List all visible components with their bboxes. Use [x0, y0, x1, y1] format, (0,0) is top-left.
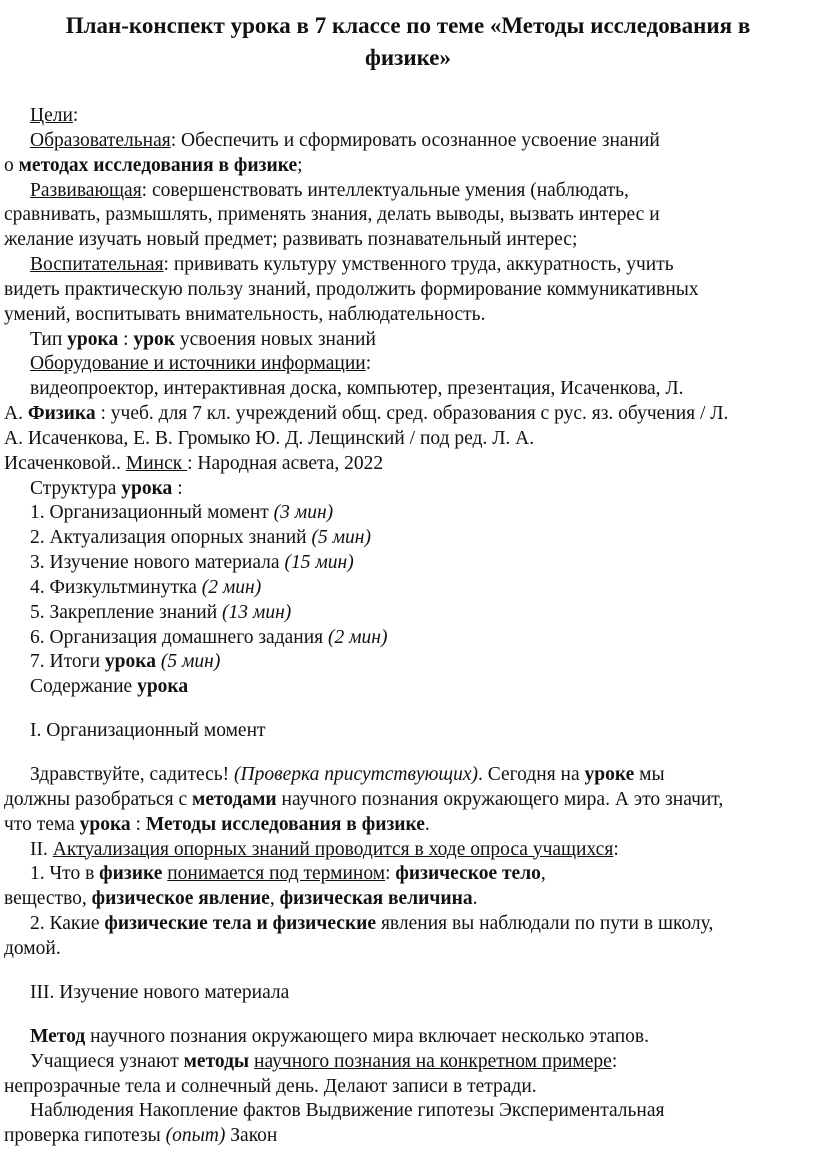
question-2-line-1: 2. Какие физические тела и физические явления вы наблюдали по пути в школу, — [30, 913, 714, 935]
structure-item: 5. Закрепление знаний (13 мин) — [30, 601, 292, 623]
question-2-line-2: домой. — [4, 937, 61, 959]
lesson-type-line: Тип урока : урок усвоения новых знаний — [30, 328, 376, 350]
goal-educational-line: Образовательная: Обеспечить и сформировать осознанное усвоение знаний — [30, 129, 660, 151]
goal-developmental-label: Развивающая — [30, 179, 142, 201]
goals-heading: Цели — [30, 105, 73, 126]
goal-educational-label: Образовательная — [30, 129, 171, 151]
city-link: Минск — [125, 452, 188, 474]
section3-heading: III. Изучение нового материала — [30, 981, 290, 1003]
document-title: План-конспект урока в 7 классе по теме «Методы исследования в физике» — [65, 13, 751, 70]
section1-heading: I. Организационный момент — [30, 720, 266, 742]
equipment-line-2: А. Физика : учеб. для 7 кл. учреждений общ. сред. образования с рус. яз. обучения / Л. — [4, 403, 729, 424]
structure-item: 7. Итоги урока (5 мин) — [30, 651, 221, 673]
structure-item: 1. Организационный момент (3 мин) — [30, 502, 334, 524]
content-heading-line: Содержание урока — [30, 676, 189, 698]
question-1-line-2: вещество, физическое явление, физическая величина. — [4, 888, 478, 910]
section3-paragraph-3-line-1: Наблюдения Накопление фактов Выдвижение гипотезы Экспериментальная — [30, 1100, 665, 1122]
goal-upbringing-line-2: видеть практическую пользу знаний, продолжить формирование коммуникативных — [4, 278, 699, 300]
goal-educational-line-2: о методах исследования в физике; — [4, 154, 303, 176]
structure-item: 2. Актуализация опорных знаний (5 мин) — [30, 527, 371, 549]
goals-heading-line: Цели: — [30, 105, 79, 126]
question-1-line-1: 1. Что в физике понимается под термином: физическое тело, — [30, 863, 546, 885]
section3-paragraph-3-line-2: проверка гипотезы (опыт) Закон — [4, 1125, 278, 1147]
structure-heading-line: Структура урока : — [30, 477, 183, 499]
goal-upbringing-line: Воспитательная: прививать культуру умственного труда, аккуратность, учить — [30, 254, 674, 275]
section3-paragraph-1: Метод научного познания окружающего мира включает несколько этапов. — [30, 1025, 649, 1047]
section2-heading: Актуализация опорных знаний проводится в ходе опроса учащихся — [52, 838, 614, 860]
goal-developmental-line-2: сравнивать, размышлять, применять знания, делать выводы, вызвать интерес и — [4, 204, 660, 226]
goal-upbringing-line-3: умений, воспитывать внимательность, наблюдательность. — [4, 303, 486, 325]
equipment-heading: Оборудование и источники информации — [30, 353, 366, 375]
section1-paragraph-line-1: Здравствуйте, садитесь! (Проверка присутствующих). Сегодня на уроке мы — [30, 764, 665, 786]
equipment-line-1: видеопроектор, интерактивная доска, компьютер, презентация, Исаченкова, Л. — [30, 378, 684, 400]
goal-developmental-line-3: желание изучать новый предмет; развивать познавательный интерес; — [4, 229, 578, 251]
section2-heading-line: II. Актуализация опорных знаний проводится в ходе опроса учащихся: — [30, 838, 619, 860]
equipment-line-3: А. Исаченкова, Е. В. Громыко Ю. Д. Лещинский / под ред. Л. А. — [4, 427, 535, 449]
section1-paragraph-line-2: должны разобраться с методами научного познания окружающего мира. А это значит, — [4, 788, 724, 810]
goal-developmental-line: Развивающая: совершенствовать интеллектуальные умения (наблюдать, — [30, 179, 629, 201]
goal-upbringing-label: Воспитательная — [30, 254, 164, 275]
structure-item: 4. Физкультминутка (2 мин) — [30, 576, 262, 598]
section3-paragraph-2-line-2: непрозрачные тела и солнечный день. Делают записи в тетради. — [4, 1075, 537, 1097]
section3-paragraph-2-line-1: Учащиеся узнают методы научного познания на конкретном примере: — [30, 1050, 618, 1072]
equipment-line-4: Исаченковой.. Минск : Народная асвета, 2022 — [4, 452, 384, 474]
structure-item: 3. Изучение нового материала (15 мин) — [30, 552, 354, 573]
equipment-heading-line: Оборудование и источники информации: — [30, 353, 372, 375]
structure-item: 6. Организация домашнего задания (2 мин) — [30, 626, 388, 648]
section1-paragraph-line-3: что тема урока : Методы исследования в физике. — [4, 813, 430, 835]
